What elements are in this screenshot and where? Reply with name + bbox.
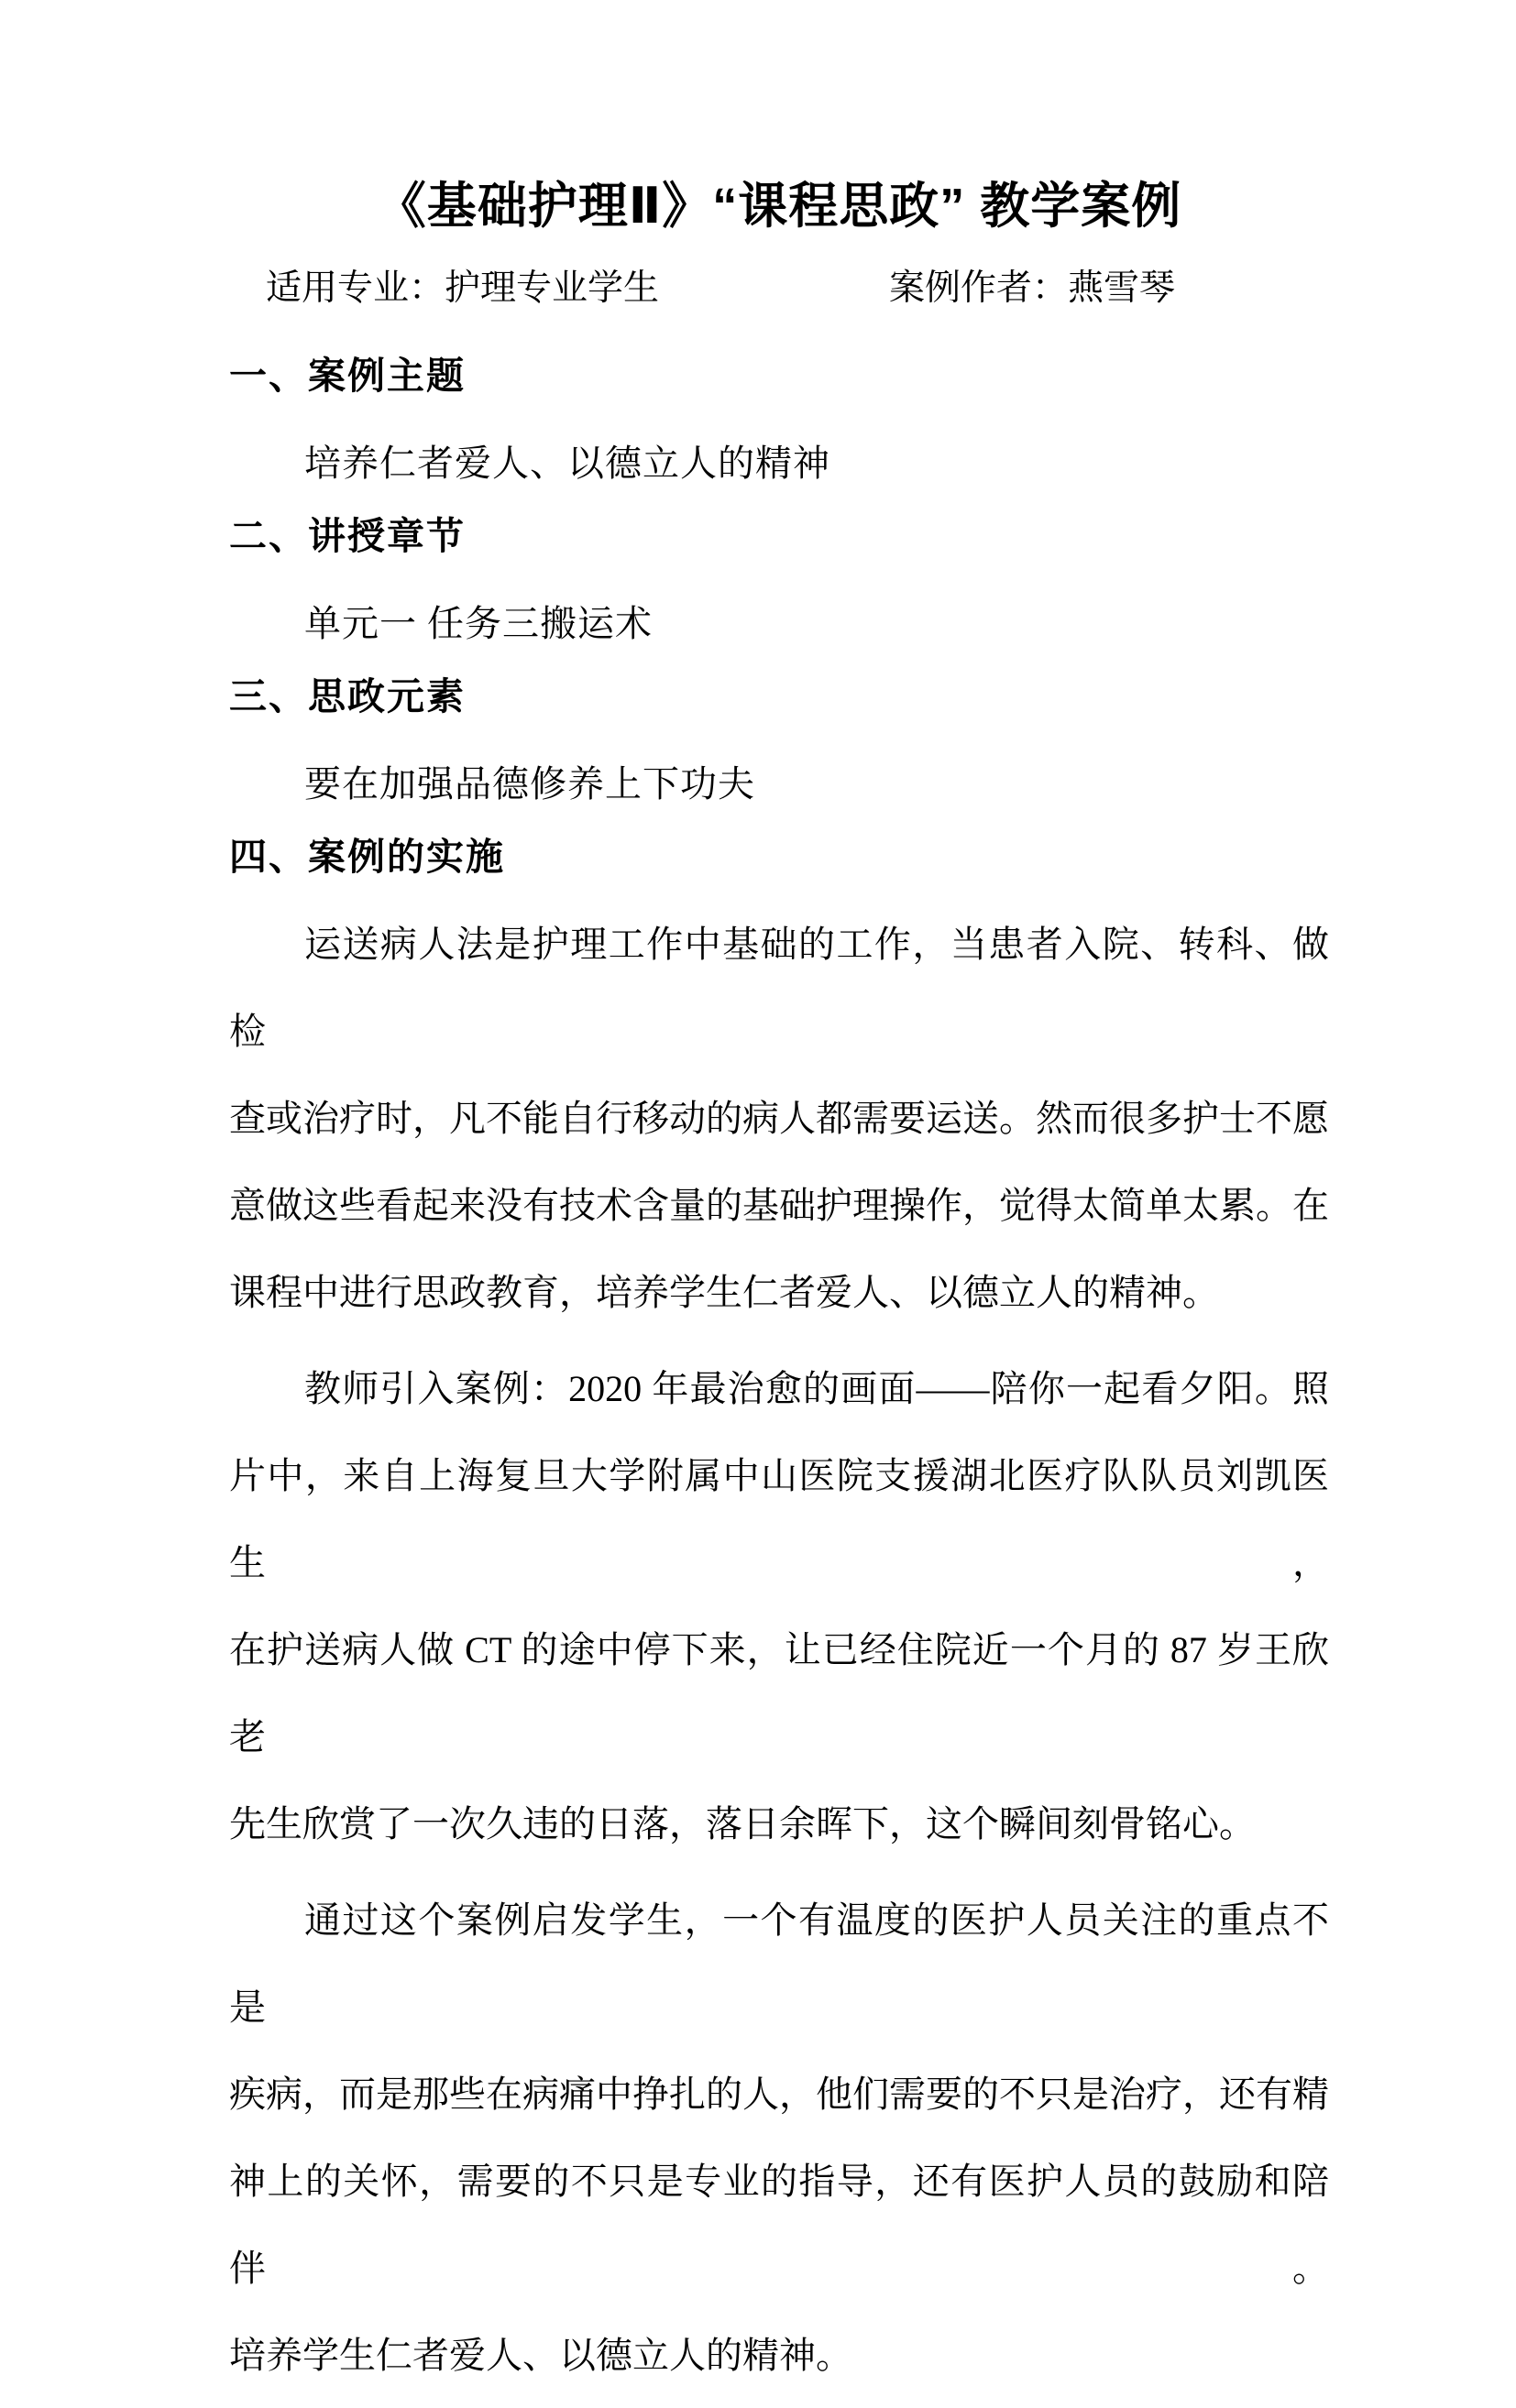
paragraph-3-line-4: 培养学生仁者爱人、以德立人的精神。	[229, 2335, 852, 2376]
section-3-content: 要在加强品德修养上下功夫	[304, 763, 755, 804]
paragraph-1-line-2: 查或治疗时，凡不能自行移动的病人都需要运送。然而很多护士不愿	[229, 1098, 1329, 1139]
paragraph-3-line-3: 神上的关怀，需要的不只是专业的指导，还有医护人员的鼓励和陪伴。	[229, 2161, 1329, 2289]
section-2-content: 单元一 任务三搬运术	[304, 603, 653, 644]
section-4-heading: 四、案例的实施	[229, 836, 505, 878]
section-1-content: 培养仁者爱人、以德立人的精神	[304, 443, 830, 484]
paragraph-2	[229, 1345, 1329, 1867]
paragraph-1-line-1: 运送病人法是护理工作中基础的工作，当患者入院、转科、做检	[229, 924, 1329, 1052]
section-1-heading: 一、案例主题	[229, 355, 466, 397]
document-content	[229, 176, 1329, 2408]
paragraph-1-line-4: 课程中进行思政教育，培养学生仁者爱人、以德立人的精神。	[229, 1272, 1219, 1313]
section-3-heading: 三、思政元素	[229, 675, 466, 717]
paragraph-3	[229, 1877, 1329, 2399]
paragraph-2-line-3: 在护送病人做 CT 的途中停下来，让已经住院近一个月的 87 岁王欣老	[229, 1629, 1329, 1757]
section-2-heading: 二、讲授章节	[229, 515, 466, 557]
paragraph-2-line-2: 片中，来自上海复旦大学附属中山医院支援湖北医疗队队员刘凯医生，	[229, 1455, 1329, 1583]
paragraph-1-line-3: 意做这些看起来没有技术含量的基础护理操作，觉得太简单太累。在	[229, 1185, 1329, 1226]
author-label: 案例作者：燕雪琴	[889, 268, 1176, 308]
document-title: 《基础护理Ⅱ》“课程思政” 教学案例	[376, 179, 1182, 234]
section-4-body	[229, 901, 1329, 2399]
paragraph-2-line-1: 教师引入案例：2020 年最治愈的画面——陪你一起看夕阳。照	[304, 1368, 1329, 1409]
document-meta-row	[229, 266, 1329, 312]
paragraph-1	[229, 901, 1329, 1336]
paragraph-2-line-4: 先生欣赏了一次久违的日落，落日余晖下，这个瞬间刻骨铭心。	[229, 1803, 1256, 1844]
paragraph-3-line-1: 通过这个案例启发学生，一个有温度的医护人员关注的重点不是	[229, 1899, 1329, 2028]
paragraph-3-line-2: 疾病，而是那些在病痛中挣扎的人，他们需要的不只是治疗，还有精	[229, 2074, 1329, 2115]
audience-label: 适用专业：护理专业学生	[266, 268, 660, 308]
